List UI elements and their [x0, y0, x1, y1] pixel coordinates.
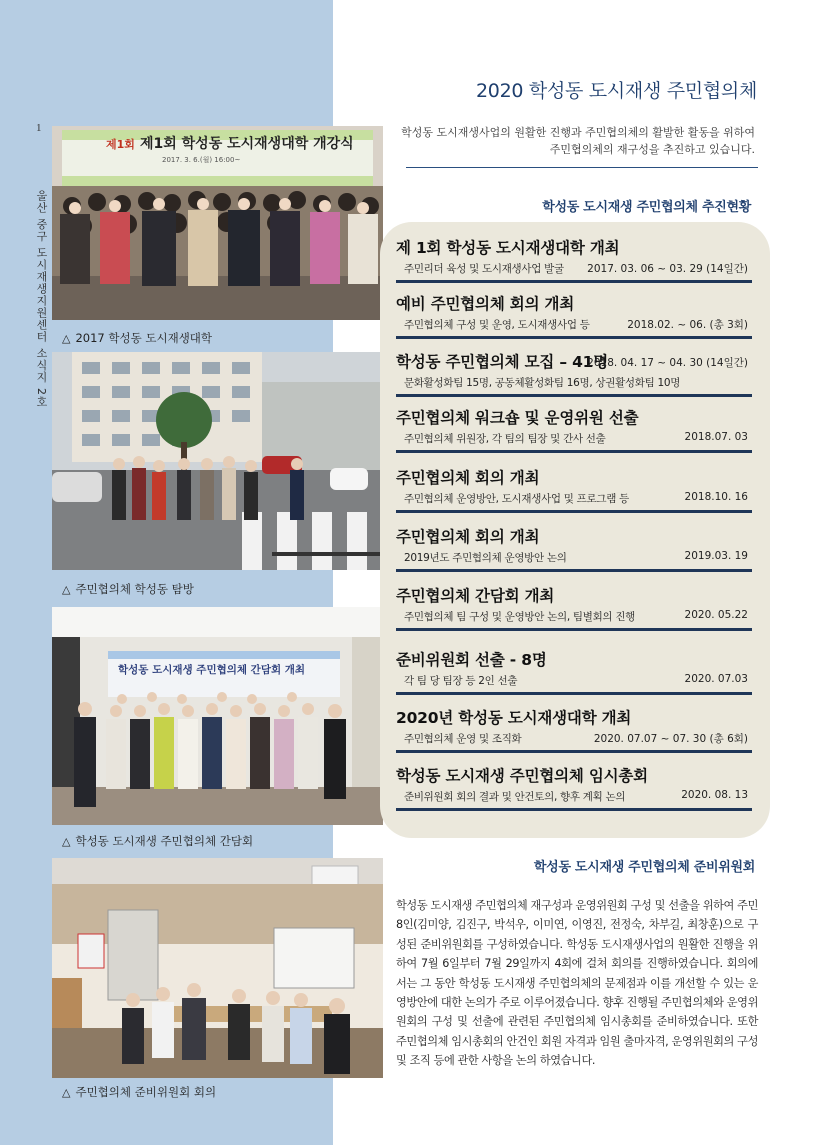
triangle-icon: △ — [62, 332, 71, 345]
photo-banner-subtext: 2017. 3. 6.(월) 16:00~ — [162, 156, 241, 164]
photo-banner-text: 제1회 학성동 도시재생대학 개강식 — [140, 136, 354, 152]
timeline-item — [396, 466, 752, 513]
intro-divider — [406, 167, 758, 168]
timeline-item — [396, 764, 752, 811]
timeline-item — [396, 584, 752, 631]
photo-council-meeting — [52, 607, 383, 825]
timeline-divider — [396, 450, 752, 453]
timeline-item-title: 학성동 주민협의체 모집 – 41명 — [396, 353, 609, 371]
caption-text: 주민협의체 준비위원회 회의 — [75, 1085, 217, 1099]
timeline-item — [396, 236, 752, 283]
timeline-item — [396, 648, 752, 695]
timeline-item-desc: 주민리더 육성 및 도시재생사업 발굴 — [404, 263, 564, 275]
timeline-divider — [396, 750, 752, 753]
timeline-item-desc: 문화활성화팀 15명, 공동체활성화팀 16명, 상권활성화팀 10명 — [404, 377, 681, 389]
timeline-item-title: 예비 주민협의체 회의 개최 — [396, 295, 575, 313]
caption-text: 2017 학성동 도시재생대학 — [75, 331, 213, 345]
timeline-item-desc: 각 팀 당 팀장 등 2인 선출 — [404, 675, 518, 687]
page-number: 1 — [36, 122, 42, 134]
timeline-item-title: 준비위원회 선출 - 8명 — [396, 651, 547, 669]
timeline-item-date: 2020. 05.22 — [684, 609, 748, 621]
timeline-item-title: 주민협의체 회의 개최 — [396, 469, 540, 487]
committee-heading: 학성동 도시재생 주민협의체 준비위원회 — [533, 860, 755, 875]
timeline-item — [396, 706, 752, 753]
timeline-item-desc: 준비위원회 회의 결과 및 안건토의, 향후 계획 논의 — [404, 791, 626, 803]
timeline-item-date: 2018. 04. 17 ~ 04. 30 (14일간) — [587, 357, 748, 369]
intro-paragraph: 학성동 도시재생사업의 원활한 진행과 주민협의체의 활발한 활동을 위하여 주민협의체의 재구성을 추진하고 있습니다. — [401, 126, 755, 156]
timeline-item-date: 2020. 07.03 — [684, 673, 748, 685]
photo-urban-college-2017 — [52, 126, 383, 320]
photo-caption-1 — [62, 330, 212, 346]
timeline-item-desc: 주민협의체 위원장, 각 팀의 팀장 및 간사 선출 — [404, 433, 606, 445]
photo-neighborhood-tour — [52, 352, 383, 570]
newsletter-vertical-label: 울산 중구 도시재생지원센터 소식지 2호 — [35, 190, 48, 408]
timeline-item-desc: 2019년도 주민협의체 운영방안 논의 — [404, 552, 567, 564]
timeline-item-desc: 주민협의체 운영방안, 도시재생사업 및 프로그램 등 — [404, 493, 629, 505]
timeline-item-title: 주민협의체 워크숍 및 운영위원 선출 — [396, 409, 639, 427]
timeline-item-date: 2018.07. 03 — [684, 431, 748, 443]
banner-badge: 제1회 — [106, 138, 135, 151]
timeline-item-date: 2020. 07.07 ~ 07. 30 (총 6회) — [593, 733, 748, 745]
photo-caption-2 — [62, 581, 194, 597]
timeline-item-date: 2018.10. 16 — [684, 491, 748, 503]
timeline-divider — [396, 336, 752, 339]
timeline-item — [396, 525, 752, 572]
timeline-item-title: 제 1회 학성동 도시재생대학 개최 — [396, 239, 620, 257]
timeline-divider — [396, 569, 752, 572]
timeline-item — [396, 406, 752, 453]
timeline-item — [396, 350, 752, 397]
committee-body-text: 학성동 도시재생 주민협의체 재구성과 운영위원회 구성 및 선출을 위하여 주민 8인(김미양, 김진구, 박석우, 이미연, 이영진, 전정숙, 차부길, 최창훈)으로 구성된 준비위원회를 구성하였습니다. 학성동 도시재생사업의 원활한 진행을 위하여 7월 6일부터 7월 29일까지 4회에 걸쳐 회의를 진행하였습니다. 회의에서는 그 동안 학성동 도시재생 주민협의체의 문제점과 이를 개선할 수 있는 운영방안에 대한 논의가 주로 이루어졌습니다. 향후 진행될 주민협의체와 운영위원회의 구성 및 선출에 관련된 주민협의체 임시총회를 준비하였습니다. 또한 주민협의체 임시총회의 안건인 회원 자격과 임원 출마자격, 운영위원회의 구성 및 조직 등에 관한 사항을 논의 하였습니다. — [396, 899, 758, 1068]
photo-caption-3 — [62, 833, 253, 849]
caption-text: 주민협의체 학성동 탐방 — [75, 582, 194, 596]
timeline-item-title: 주민협의체 회의 개최 — [396, 528, 540, 546]
timeline-heading: 학성동 도시재생 주민협의체 추진현황 — [542, 200, 751, 215]
timeline-divider — [396, 280, 752, 283]
timeline-item-title: 2020년 학성동 도시재생대학 개최 — [396, 709, 632, 727]
timeline-divider — [396, 394, 752, 397]
timeline-item-desc: 주민협의체 팀 구성 및 운영방안 논의, 팀별회의 진행 — [404, 611, 636, 623]
timeline-item-title: 주민협의체 간담회 개최 — [396, 587, 555, 605]
page-title: 2020 학성동 도시재생 주민협의체 — [476, 80, 758, 102]
timeline-divider — [396, 628, 752, 631]
timeline-divider — [396, 510, 752, 513]
timeline-item-title: 학성동 도시재생 주민협의체 임시총회 — [396, 767, 648, 785]
timeline-divider — [396, 692, 752, 695]
timeline-item-desc: 주민협의체 구성 및 운영, 도시재생사업 등 — [404, 319, 590, 331]
photo-banner-text: 학성동 도시재생 주민협의체 간담회 개최 — [118, 664, 306, 676]
timeline-item-date: 2019.03. 19 — [684, 550, 748, 562]
triangle-icon: △ — [62, 1086, 71, 1099]
timeline-item-date: 2018.02. ~ 06. (총 3회) — [627, 319, 748, 331]
timeline-item — [396, 292, 752, 339]
triangle-icon: △ — [62, 583, 71, 596]
caption-text: 학성동 도시재생 주민협의체 간담회 — [75, 834, 254, 848]
timeline-item-desc: 주민협의체 운영 및 조직화 — [404, 733, 522, 745]
timeline-divider — [396, 808, 752, 811]
timeline-item-date: 2017. 03. 06 ~ 03. 29 (14일간) — [587, 263, 748, 275]
photo-preparatory-committee — [52, 858, 383, 1078]
timeline-item-date: 2020. 08. 13 — [681, 789, 748, 801]
photo-caption-4 — [62, 1084, 216, 1100]
triangle-icon: △ — [62, 835, 71, 848]
